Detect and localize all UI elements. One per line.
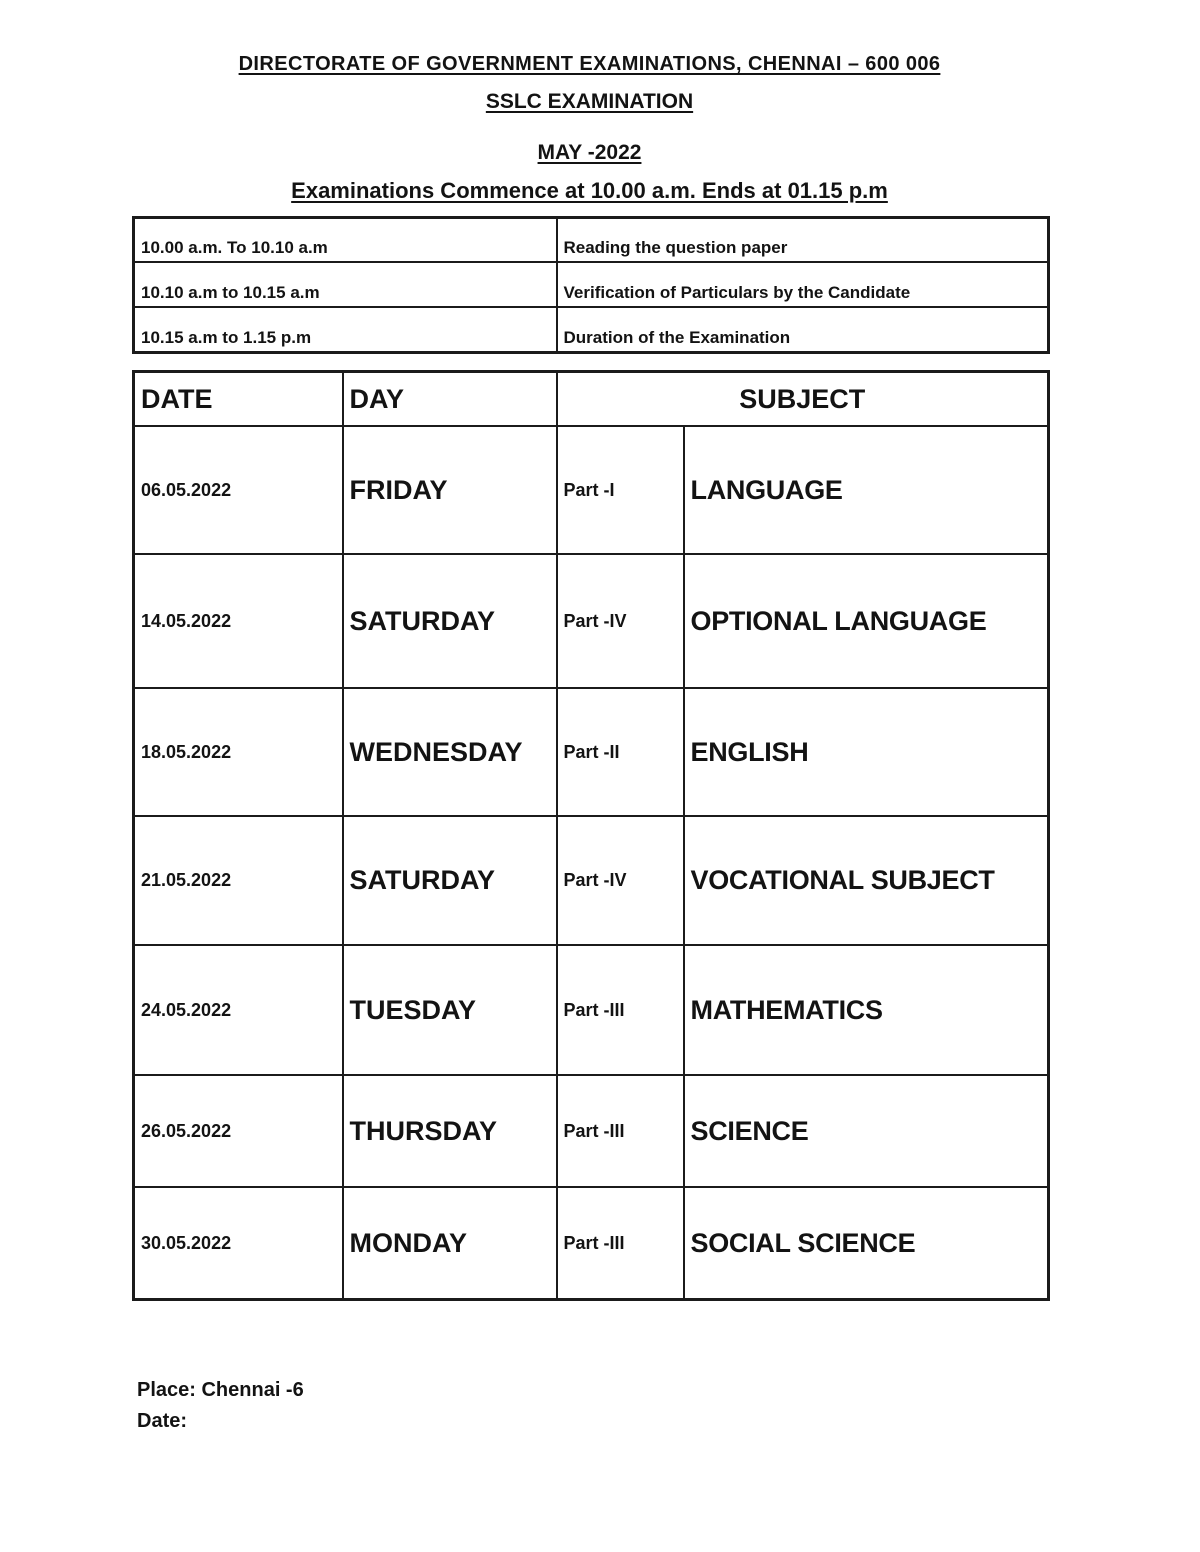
exam-day-cell: SATURDAY xyxy=(343,816,557,945)
exam-part-cell: Part -I xyxy=(557,426,684,554)
exam-timetable xyxy=(132,370,1050,1301)
exam-part-cell: Part -III xyxy=(557,1187,684,1299)
document-header xyxy=(132,52,1047,205)
exam-timing-title: Examinations Commence at 10.00 a.m. Ends at 01.15 p.m xyxy=(291,178,888,204)
exam-name-title: SSLC EXAMINATION xyxy=(485,90,694,113)
exam-subject-cell: SCIENCE xyxy=(684,1075,1049,1187)
table-row xyxy=(134,217,1049,262)
exam-date-cell: 21.05.2022 xyxy=(134,816,343,945)
exam-part-cell: Part -IV xyxy=(557,816,684,945)
exam-day-cell: SATURDAY xyxy=(343,554,557,688)
table-row xyxy=(134,816,1049,945)
exam-date-cell: 30.05.2022 xyxy=(134,1187,343,1299)
exam-day-cell: MONDAY xyxy=(343,1187,557,1299)
session-activity-cell: Verification of Particulars by the Candidate xyxy=(557,262,1049,307)
exam-day-cell: WEDNESDAY xyxy=(343,688,557,816)
table-row xyxy=(134,688,1049,816)
exam-day-cell: THURSDAY xyxy=(343,1075,557,1187)
table-row xyxy=(134,426,1049,554)
session-activity-cell: Reading the question paper xyxy=(557,217,1049,262)
exam-subject-cell: ENGLISH xyxy=(684,688,1049,816)
directorate-title: DIRECTORATE OF GOVERNMENT EXAMINATIONS, CHENNAI – 600 006 xyxy=(238,53,941,75)
exam-date-cell: 18.05.2022 xyxy=(134,688,343,816)
date-column-header: DATE xyxy=(134,371,343,426)
exam-subject-cell: SOCIAL SCIENCE xyxy=(684,1187,1049,1299)
table-row xyxy=(134,1075,1049,1187)
exam-subject-cell: MATHEMATICS xyxy=(684,945,1049,1075)
exam-part-cell: Part -III xyxy=(557,945,684,1075)
day-column-header: DAY xyxy=(343,371,557,426)
exam-day-cell: TUESDAY xyxy=(343,945,557,1075)
exam-part-cell: Part -II xyxy=(557,688,684,816)
exam-date-cell: 14.05.2022 xyxy=(134,554,343,688)
subject-column-header: SUBJECT xyxy=(557,371,1049,426)
session-time-cell: 10.15 a.m to 1.15 p.m xyxy=(134,307,557,352)
exam-date-cell: 06.05.2022 xyxy=(134,426,343,554)
session-activity-cell: Duration of the Examination xyxy=(557,307,1049,352)
document-page xyxy=(132,0,1047,1437)
exam-part-cell: Part -IV xyxy=(557,554,684,688)
session-schedule-table xyxy=(132,216,1050,354)
exam-subject-cell: VOCATIONAL SUBJECT xyxy=(684,816,1049,945)
place-line: Place: Chennai -6 xyxy=(137,1378,304,1401)
exam-subject-cell: OPTIONAL LANGUAGE xyxy=(684,554,1049,688)
session-time-cell: 10.00 a.m. To 10.10 a.m xyxy=(134,217,557,262)
exam-subject-cell: LANGUAGE xyxy=(684,426,1049,554)
exam-date-cell: 26.05.2022 xyxy=(134,1075,343,1187)
exam-day-cell: FRIDAY xyxy=(343,426,557,554)
session-time-cell: 10.10 a.m to 10.15 a.m xyxy=(134,262,557,307)
exam-month-title: MAY -2022 xyxy=(537,141,642,165)
exam-part-cell: Part -III xyxy=(557,1075,684,1187)
document-footer xyxy=(132,1375,1047,1437)
date-line: Date: xyxy=(137,1409,188,1432)
timetable-header-row xyxy=(134,371,1049,426)
table-row xyxy=(134,945,1049,1075)
table-row xyxy=(134,554,1049,688)
table-row xyxy=(134,262,1049,307)
exam-date-cell: 24.05.2022 xyxy=(134,945,343,1075)
table-row xyxy=(134,1187,1049,1299)
table-row xyxy=(134,307,1049,352)
